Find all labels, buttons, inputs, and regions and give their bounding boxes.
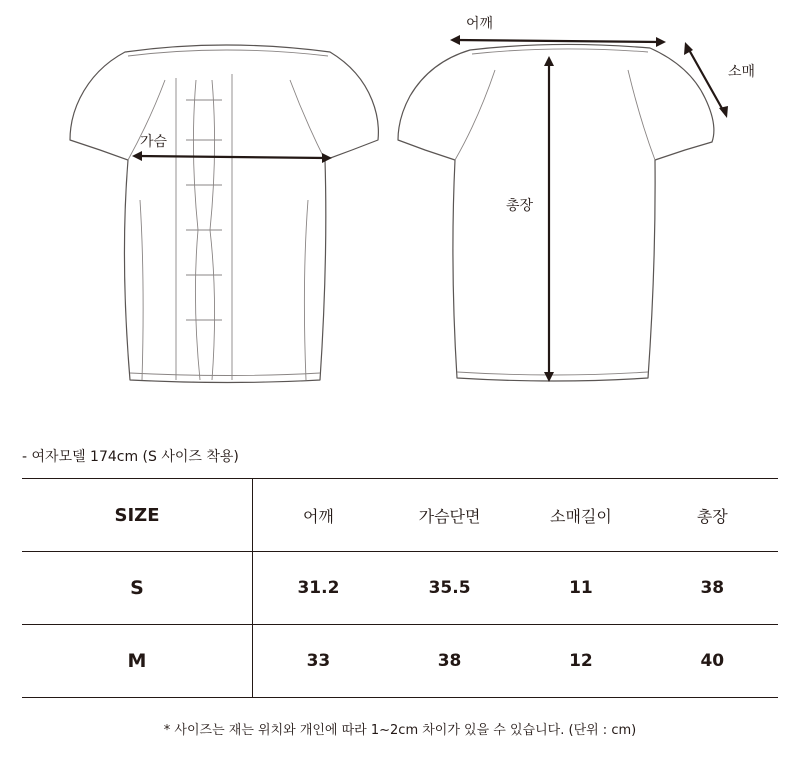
size-table	[22, 478, 778, 698]
cell-length: 40	[700, 651, 725, 671]
table-header-row	[22, 479, 778, 552]
row-size-label: S	[22, 552, 253, 625]
header-shoulder: 어깨	[302, 506, 334, 526]
cell-length: 38	[700, 578, 725, 598]
shoulder-label: 어깨	[466, 16, 494, 32]
model-note: - 여자모델 174cm (S 사이즈 착용)	[22, 449, 239, 465]
cell-chest: 38	[437, 651, 462, 671]
cell-sleeve: 11	[569, 578, 593, 598]
cell-shoulder: 31.2	[297, 578, 340, 598]
header-length: 총장	[696, 506, 728, 526]
footnote: * 사이즈는 재는 위치와 개인에 따라 1~2cm 차이가 있을 수 있습니다. (단위 : cm)	[163, 723, 637, 738]
header-size: SIZE	[22, 479, 253, 552]
cell-shoulder: 33	[306, 651, 331, 671]
sleeve-label: 소매	[728, 64, 756, 80]
shoulder-measure-arrow	[450, 15, 666, 47]
table-row	[22, 552, 778, 625]
back-view-garment	[398, 44, 714, 381]
front-view-garment	[70, 45, 378, 383]
chest-label: 가슴	[140, 134, 168, 150]
row-size-label: M	[22, 625, 253, 698]
header-sleeve: 소매길이	[550, 506, 612, 526]
header-chest: 가슴단면	[418, 506, 481, 526]
table-row	[22, 625, 778, 698]
length-measure-arrow	[506, 56, 554, 382]
cell-chest: 35.5	[428, 578, 471, 598]
sleeve-measure-arrow	[684, 42, 755, 118]
length-label: 총장	[506, 198, 534, 214]
cell-sleeve: 12	[569, 651, 593, 671]
